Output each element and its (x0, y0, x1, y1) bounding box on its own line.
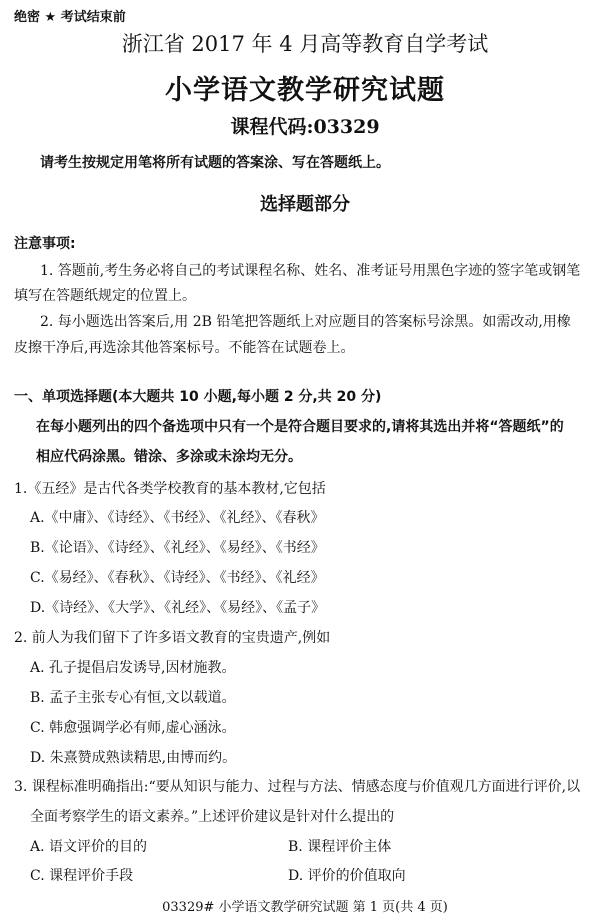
note-2-line-2: 皮擦干净后,再选涂其他答案标号。不能答在试题卷上。 (14, 340, 355, 356)
question-1-option-b: B.《论语》、《诗经》、《礼经》、《易经》、《书经》 (30, 540, 325, 556)
question-3-option-c: C. 课程评价手段 (30, 868, 134, 884)
page-footer: 03329# 小学语文教学研究试题 第 1 页(共 4 页) (162, 900, 448, 915)
note-1-line-2: 填写在答题纸规定的位置上。 (14, 288, 196, 304)
confidential-label: 绝密 ★ 考试结束前 (14, 10, 126, 25)
part-1-desc-line-2: 相应代码涂黑。错涂、多涂或未涂均无分。 (36, 449, 302, 465)
note-1-line-1: 1. 答题前,考生务必将自己的考试课程名称、姓名、准考证号用黑色字迹的签字笔或钢笔 (40, 263, 581, 279)
note-2-line-1: 2. 每小题选出答案后,用 2B 铅笔把答题纸上对应题目的答案标号涂黑。如需改动,用橡 (40, 314, 571, 330)
notes-heading: 注意事项: (14, 236, 76, 252)
question-3-stem-line-2: 全面考察学生的语文素养。”上述评价建议是针对什么提出的 (30, 809, 395, 825)
question-3-option-b: B. 课程评价主体 (288, 839, 392, 855)
question-1-option-a: A.《中庸》、《诗经》、《书经》、《礼经》、《春秋》 (30, 510, 325, 526)
question-1-option-c: C.《易经》、《春秋》、《诗经》、《书经》、《礼经》 (30, 570, 325, 586)
answer-instruction: 请考生按规定用笔将所有试题的答案涂、写在答题纸上。 (40, 155, 390, 171)
course-code: 课程代码:03329 (230, 116, 380, 138)
question-1-stem: 1.《五经》是古代各类学校教育的基本教材,它包括 (14, 481, 326, 497)
part-1-desc-line-1: 在每小题列出的四个备选项中只有一个是符合题目要求的,请将其选出并将“答题纸”的 (36, 419, 564, 435)
part-1-heading: 一、单项选择题(本大题共 10 小题,每小题 2 分,共 20 分) (14, 389, 382, 405)
question-3-stem-line-1: 3. 课程标准明确指出:“要从知识与能力、过程与方法、情感态度与价值观几方面进行评价,以 (14, 779, 581, 795)
question-2-option-d: D. 朱熹赞成熟读精思,由博而约。 (30, 750, 237, 766)
section-title: 选择题部分 (260, 194, 350, 215)
exam-title: 浙江省 2017 年 4 月高等教育自学考试 (121, 32, 489, 56)
question-2-option-c: C. 韩愈强调学必有师,虚心涵泳。 (30, 720, 236, 736)
paper-title: 小学语文教学研究试题 (165, 75, 445, 106)
question-3-option-d: D. 评价的价值取向 (288, 868, 406, 884)
question-1-option-d: D.《诗经》、《大学》、《礼经》、《易经》、《孟子》 (30, 600, 326, 616)
question-3-option-a: A. 语文评价的目的 (30, 839, 148, 855)
question-2-option-a: A. 孔子提倡启发诱导,因材施教。 (30, 660, 236, 676)
question-2-stem: 2. 前人为我们留下了许多语文教育的宝贵遗产,例如 (14, 630, 331, 646)
question-2-option-b: B. 孟子主张专心有恒,文以载道。 (30, 690, 236, 706)
